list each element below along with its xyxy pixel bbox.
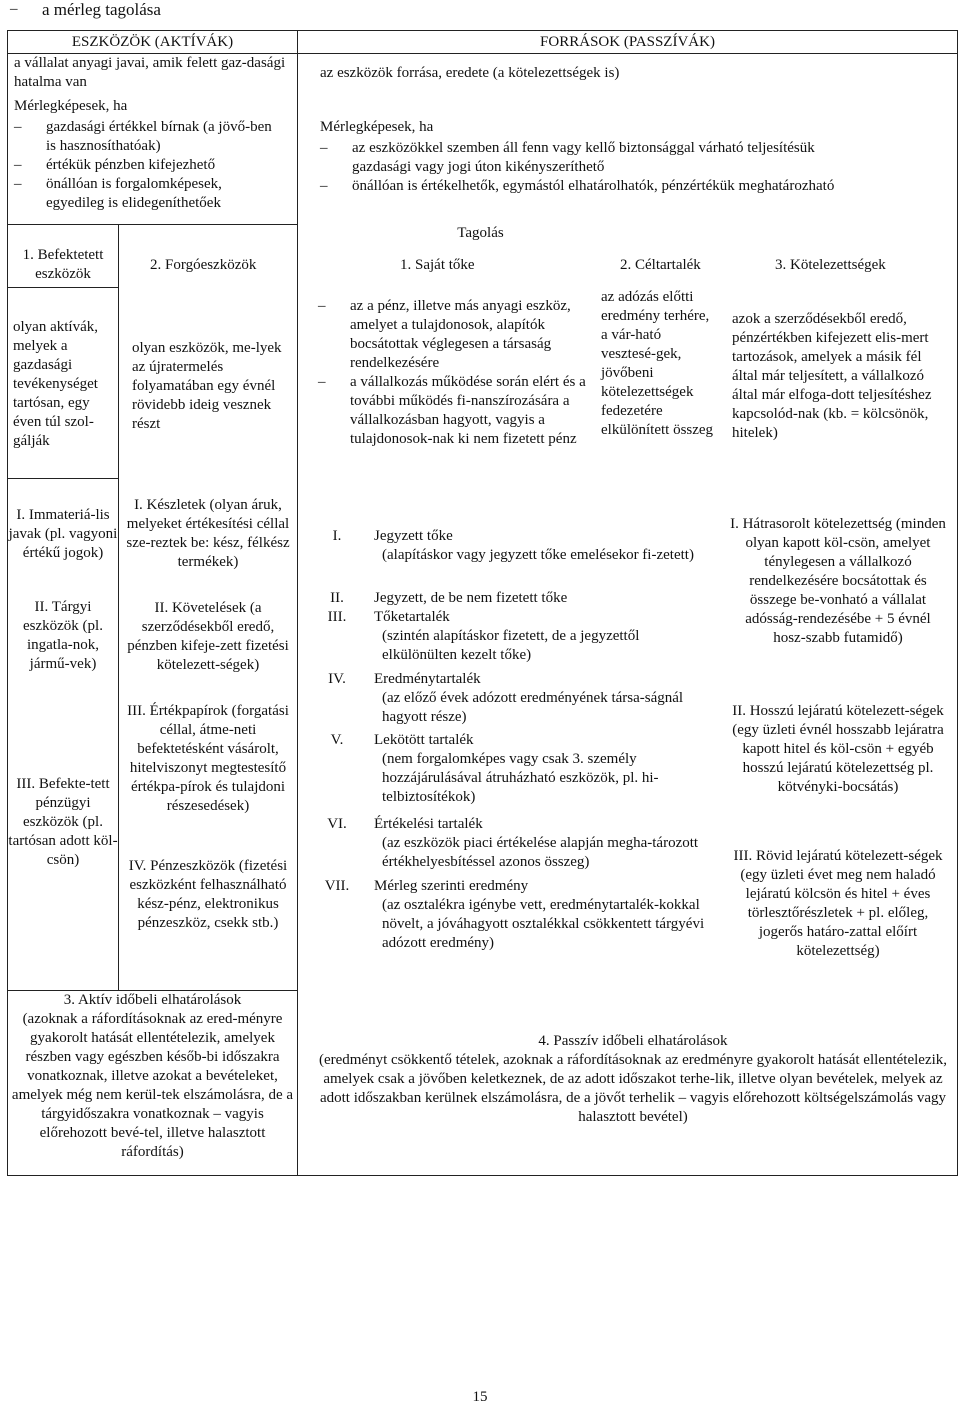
- liability-item-short-term: III. Rövid lejáratú kötelezett-ségek (egy üzleti évet meg nem haladó lejáratú kölcsön és hitel + éves törlesztőrészletek + pl. előleg, jogerős határo-zattal előírt kötelezettség): [733, 848, 943, 959]
- assets-criterion: – önállóan is forgalomképesek, egyedileg is elidegeníthetőek: [14, 175, 282, 213]
- deferred-income-block: [318, 1032, 948, 1127]
- equity-definition-list: [318, 297, 588, 449]
- fixed-item-financial: III. Befekte-tett pénzügyi eszközök (pl. tartósan adott köl-csön): [8, 776, 118, 868]
- table-right-border: [957, 30, 958, 1175]
- liabilities-definition: azok a szerződésekből eredő, pénzértékben kifejezett elis-mert tartozások, amelyek a másik fél által már teljesített, a vállalkozó által már elfoga-dott teljesítéshez kapcsolód-nak (kb. = kölcsönök, hitelek): [732, 311, 932, 441]
- current-item-receivables: II. Követelések (a szerződésekből eredő, pénzben kifeje-zett fizetési kötelezett-ségek): [127, 600, 289, 673]
- equity-title: 1. Saját tőke: [400, 257, 475, 273]
- current-item-inventory: I. Készletek (olyan áruk, melyeket értékesítési céllal sze-reztek be: kész, félkész termékek): [126, 497, 290, 570]
- sources-criterion: – önállóan is értékelhetők, egymástól elhatárolhatók, pénzértékük meghatározható: [320, 177, 960, 196]
- equity-definition: – az a pénz, illetve más anyagi eszköz, amelyet a tulajdonosok, alapítók bocsátottak véglegesen a társaság rendelkezésére: [318, 297, 588, 373]
- sources-header: FORRÁSOK (PASSZÍVÁK): [540, 34, 715, 50]
- table-top-border: [7, 30, 958, 31]
- heading-text: a mérleg tagolása: [42, 0, 161, 19]
- prepaid-block: [8, 991, 297, 1162]
- assets-criterion: – gazdasági értékkel bírnak (a jövő-ben is hasznosíthatóak): [14, 118, 282, 156]
- prepaid-text: (azoknak a ráfordításoknak az ered-ményre gyakorolt hatását ellentételezik, amelyek részben vagy egészben későb-bi időszakra vonatkoznak, illetve azokat a bevételeket, amelyek még nem kerül-tek elszámolásra, de a tárgyidőszakra vonatkoznak – vagyis előrehozott bevé-tel, illetve halasztott ráfordítás): [11, 1011, 294, 1160]
- provisions-title: 2. Céltartalék: [620, 257, 701, 273]
- fixed-assets-divider: [118, 224, 119, 990]
- deferred-income-title: 4. Passzív időbeli elhatárolások: [538, 1033, 728, 1049]
- fixed-item-intangible: I. Immateriá-lis javak (pl. vagyoni értékű jogok): [8, 507, 118, 561]
- prepaid-title: 3. Aktív időbeli elhatárolások: [63, 992, 242, 1008]
- main-divider: [297, 30, 298, 1175]
- fixed-assets-title: 1. Befektetett eszközök: [22, 247, 104, 282]
- fixed-def-divider: [7, 478, 118, 479]
- assets-criteria-list: [14, 118, 282, 213]
- sources-criterion: – az eszközökkel szemben áll fenn vagy kellő biztonsággal várható teljesítésük gazdasági vagy jogi úton kikényszeríthető: [320, 139, 852, 177]
- assets-criteria-divider: [7, 224, 298, 225]
- table-bottom-border: [7, 1175, 958, 1176]
- equity-item: V. Lekötött tartalék (nem forgalomképes vagy csak 3. személy hozzájárulásával átruházható eszközök, pl. hi-telbiztosítékok): [330, 732, 659, 805]
- equity-item: II. Jegyzett, de be nem fizetett tőke: [330, 590, 568, 606]
- liability-item-subordinated: I. Hátrasorolt kötelezettség (minden olyan kapott köl-csön, amelyet ténylegesen a vállalkozó rendelkezésére bocsátottak és összege be-vonható a vállalat adósság-rendezésébe + 5 évnél hosz-szabb futamidő): [730, 516, 946, 646]
- sources-criteria-title: Mérlegképesek, ha: [320, 119, 434, 135]
- tagolas-label: Tagolás: [457, 225, 504, 241]
- fixed-title-divider: [7, 287, 118, 288]
- equity-item: VII. Mérleg szerinti eredmény (az osztalékra igénybe vett, eredménytartalék-kokkal növelt, a jóváhagyott osztalékkal csökkentett tárgyévi adózott eredmény): [324, 878, 705, 951]
- current-item-securities: III. Értékpapírok (forgatási céllal, átme-neti befektetésként vásárolt, hitelviszonyt megtestesítő értékpa-pírok és tulajdoni részesedések): [127, 703, 289, 814]
- current-assets-definition: olyan eszközök, me-lyek az újratermelés folyamatában egy évnél rövidebb ideig vesznek részt: [132, 340, 282, 432]
- liability-item-long-term: II. Hosszú lejáratú kötelezett-ségek (egy üzleti évnél hosszabb lejáratra kapott hitel és köl-csön + egyéb hosszú lejáratú kötelezettség pl. kötvényki-bocsátás): [732, 703, 944, 795]
- fixed-item-tangible: II. Tárgyi eszközök (pl. ingatla-nok, jármű-vek): [23, 599, 103, 672]
- fixed-assets-definition: olyan aktívák, melyek a gazdasági tevékenységet tartósan, egy éven túl szol-gálják: [13, 319, 98, 449]
- liabilities-title: 3. Kötelezettségek: [775, 257, 886, 273]
- current-item-cash: IV. Pénzeszközök (fizetési eszközként felhasználható kész-pénz, elektronikus pénzeszköz, csekk stb.): [128, 858, 288, 931]
- assets-criteria-title: Mérlegképesek, ha: [14, 98, 128, 114]
- page-number: 15: [472, 1389, 488, 1405]
- equity-item: III. Tőketartalék (szintén alapításkor fizetett, de a jegyzettől elkülönülten kezelt tőke): [327, 609, 640, 663]
- equity-definition: – a vállalkozás működése során elért és a további működés fi-nanszírozására a vállalkozásban hagyott, vagyis a tulajdonosok-nak ki nem fizetett pénz: [318, 373, 588, 449]
- assets-definition: a vállalat anyagi javai, amik felett gaz-dasági hatalma van: [14, 55, 286, 90]
- equity-items: [316, 527, 710, 953]
- equity-item: VI. Értékelési tartalék (az eszközök piaci értékelése alapján megha-tározott értékhelyesbítéssel azonos összeg): [327, 816, 699, 870]
- assets-header: ESZKÖZÖK (AKTÍVÁK): [71, 34, 234, 50]
- sources-criteria-list: [320, 139, 835, 196]
- assets-criterion: – értékük pénzben kifejezhető: [14, 156, 282, 175]
- current-assets-title: 2. Forgóeszközök: [150, 257, 257, 273]
- equity-item: I. Jegyzett tőke (alapításkor vagy jegyzett tőke emelésekor fi-zetett): [332, 528, 694, 563]
- equity-item: IV. Eredménytartalék (az előző évek adózott eredményének társa-ságnál hagyott része): [328, 671, 684, 725]
- deferred-income-text: (eredményt csökkentő tételek, azoknak a ráfordításoknak az eredményre gyakorolt hatását ellentételezik, amelyek csak a jövőben keletkeznek, de az adott időszakot terhe-lik, illetve olyan bevételek, melyek az adott időszakban kerülnek elszámolásra, de a jövőt terhelik – vagyis előrehozott költségelszámolás vagy halasztott bevétel): [318, 1052, 948, 1125]
- sources-definition: az eszközök forrása, eredete (a kötelezettségek is): [320, 65, 620, 81]
- provisions-definition: az adózás előtti eredmény terhére, a vár-ható vesztesé-gek, jövőbeni kötelezettségek fedezetére elkülönített összeg: [601, 289, 714, 438]
